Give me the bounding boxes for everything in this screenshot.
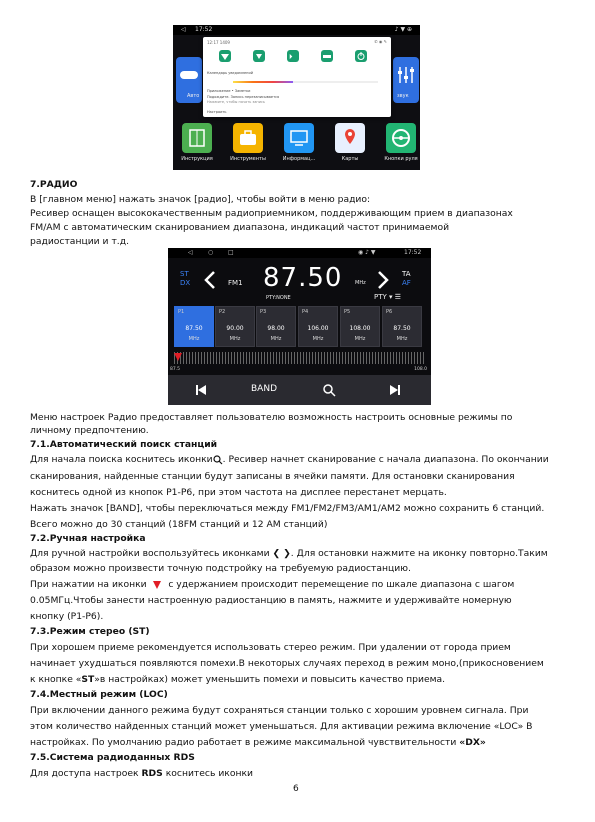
preset-unit: MHz — [396, 336, 408, 342]
manual-line-1a: Для ручной настройки воспользуйтесь иконками — [30, 548, 270, 559]
radio-screenshot — [168, 248, 431, 405]
preset-name: P4 — [302, 309, 309, 315]
pty-selector-label: PTY — [374, 293, 387, 301]
shade-app-line: Приложение • Заметки — [207, 89, 251, 93]
settings-paragraph-1: Меню настроек Радио предоставляет пользователю возможность настроить основные режимы по — [30, 412, 513, 423]
caret-down-icon: ▾ — [389, 293, 393, 301]
manual-line-3 — [30, 578, 514, 591]
power-toggle[interactable] — [355, 50, 367, 62]
preset-frequency: 108.00 — [349, 325, 371, 332]
rds-line-1c: коснитесь иконки — [162, 768, 253, 779]
auto-label: Авто — [187, 93, 200, 99]
media-toggle[interactable] — [287, 50, 299, 62]
shade-time: 12:17 1409 — [207, 40, 230, 45]
manual-line-1 — [30, 547, 548, 560]
red-needle-icon — [152, 580, 162, 590]
frequency-scale[interactable] — [174, 352, 424, 364]
steering-app-tile[interactable] — [386, 123, 416, 153]
brightness-slider[interactable] — [233, 81, 378, 83]
home-icon[interactable]: ○ — [208, 249, 214, 256]
preset-frequency: 90.00 — [226, 325, 244, 332]
autoscan-line-4: Нажать значок [BAND], чтобы переключаться между FM1/FM2/FM3/AM1/AM2 можно сохранить 6 станций. — [30, 503, 545, 514]
section-7-1-heading: 7.1.Автоматический поиск станций — [30, 439, 218, 450]
manual-line-1b: . Для остановки нажмите на иконку повторно.Таким — [290, 548, 548, 559]
settings-paragraph-2: личному предпочтению. — [30, 425, 149, 436]
preset-name: P2 — [219, 309, 226, 315]
local-line-1: При включении данного режима будут сохраняться станции только с хорошим уровнем сигнала. При — [30, 705, 529, 716]
section-7-2-heading: 7.2.Ручная настройка — [30, 533, 146, 544]
preset-unit: MHz — [229, 336, 241, 342]
preset-frequency: 87.50 — [185, 325, 203, 332]
shade-settings-link[interactable]: Настроить — [207, 110, 227, 114]
chevron-right-icon — [376, 270, 390, 290]
shade-status-icons: ✆ ◉ ✎ — [374, 39, 387, 44]
svg-text:⏵: ⏵ — [289, 53, 293, 61]
key-icon — [321, 50, 333, 62]
status-bar — [173, 25, 420, 35]
chevron-left-icon: ❮ — [269, 548, 284, 559]
preset-frequency: 106.00 — [307, 325, 329, 332]
dx-indicator[interactable]: DX — [180, 279, 191, 287]
preset-row — [174, 306, 422, 347]
ta-toggle[interactable]: TA — [402, 270, 411, 278]
manual-line-5: кнопку (P1-P6). — [30, 611, 104, 622]
pty-selector[interactable] — [374, 293, 401, 301]
shade-calendar-line: Календарь уведомлений — [207, 71, 253, 75]
preset-p1[interactable] — [174, 306, 214, 347]
book-icon — [182, 123, 212, 153]
wifi-icon — [219, 50, 231, 62]
skip-next-icon — [388, 383, 402, 397]
rds-line-1a: Для доступа настроек — [30, 768, 142, 779]
chevron-left-icon — [203, 270, 217, 290]
radio-paragraph-2: Ресивер оснащен высококачественным радиоприемником, поддерживающим прием в диапазонах — [30, 208, 513, 219]
seek-up-button[interactable] — [376, 270, 390, 290]
preset-p6[interactable] — [382, 306, 422, 347]
autoscan-line-1b: . Ресивер начнет сканирование с начала диапазона. По окончании — [222, 454, 549, 465]
preset-p3[interactable] — [256, 306, 296, 347]
stereo-indicator[interactable]: ST — [180, 270, 189, 278]
autoscan-line-1 — [30, 453, 549, 466]
preset-p4[interactable] — [298, 306, 338, 347]
local-line-3 — [30, 736, 486, 749]
maps-icon — [335, 123, 365, 153]
preset-name: P6 — [386, 309, 393, 315]
autoscan-line-3: коснитесь одной из кнопок P1-P6, при этом частота на дисплее перестанет мерцать. — [30, 487, 447, 498]
radio-paragraph-4: радиостанции и т.д. — [30, 236, 129, 247]
frequency-display: 87.50 — [263, 263, 343, 293]
manual-line-4: 0.05МГц.Чтобы занести настроенную радиостанцию в память, нажмите и удерживайте номерную — [30, 595, 512, 606]
section-7-5-heading: 7.5.Система радиоданных RDS — [30, 752, 195, 763]
control-bar — [168, 375, 431, 405]
band-button[interactable]: BAND — [251, 384, 277, 394]
maps-app-tile[interactable] — [335, 123, 365, 153]
manual-app-label: Инструкция — [181, 156, 213, 162]
stereo-line-3b: ST — [81, 674, 95, 685]
stereo-line-3a: к кнопке « — [30, 674, 82, 685]
stereo-line-1: При хорошем приеме рекомендуется использовать стерео режим. При удалении от города прием — [30, 642, 511, 653]
manual-app-tile[interactable] — [182, 123, 212, 153]
autoscan-line-5: Всего можно до 30 станций (18FM станций и 12 AM станций) — [30, 519, 328, 530]
data-icon — [253, 50, 265, 62]
list-icon: ☰ — [394, 293, 402, 301]
preset-name: P5 — [344, 309, 351, 315]
scale-min-label: 87.5 — [170, 367, 181, 372]
toolbox-icon — [233, 123, 263, 153]
preset-frequency: 87.50 — [393, 325, 411, 332]
monitor-icon — [284, 123, 314, 153]
tools-app-label: Инструменты — [230, 156, 266, 162]
seek-down-button[interactable] — [203, 270, 217, 290]
shade-hint-line: Нажмите, чтобы начать запись — [207, 100, 265, 104]
rds-line-1b: RDS — [141, 768, 163, 779]
shade-notice-line: Подождите. Запись перезаписывается — [207, 95, 280, 99]
autoscan-line-2: сканирования, найденные станции будут записаны в ячейки памяти. Для остановки сканирования — [30, 471, 515, 482]
status-bar — [168, 248, 431, 258]
status-icons: ♪ ▼ ⊕ — [394, 26, 412, 33]
page-number: 6 — [293, 784, 299, 794]
preset-unit: MHz — [188, 336, 200, 342]
manual-line-3a: При нажатии на иконки — [30, 579, 147, 590]
back-icon[interactable]: ◁ — [181, 26, 186, 33]
power-icon — [355, 50, 367, 62]
preset-p2[interactable] — [215, 306, 255, 347]
manual-line-3b: с удержанием происходит перемещение по шкале диапазона с шагом — [168, 579, 515, 590]
radio-paragraph-1: В [главном меню] нажать значок [радио], чтобы войти в меню радио: — [30, 194, 371, 205]
search-icon — [322, 383, 336, 397]
preset-name: P1 — [178, 309, 185, 315]
af-toggle[interactable]: AF — [402, 279, 411, 287]
stereo-line-3 — [30, 673, 445, 686]
status-time: 17:52 — [404, 249, 422, 256]
search-icon — [213, 455, 223, 465]
preset-name: P3 — [260, 309, 267, 315]
rds-line-1 — [30, 767, 253, 780]
maps-app-label: Карты — [341, 156, 359, 162]
section-7-4-heading: 7.4.Местный режим (LOC) — [30, 689, 168, 700]
info-app-tile[interactable] — [284, 123, 314, 153]
autoscan-line-1a: Для начала поиска коснитесь иконки — [30, 454, 213, 465]
preset-p5[interactable] — [340, 306, 380, 347]
status-time: 17:52 — [195, 26, 213, 33]
radio-paragraph-3: FM/AM с автоматическим сканированием диапазона, индикаций частот принимаемой — [30, 222, 450, 233]
media-icon — [287, 50, 299, 62]
steering-app-label: Кнопки руля — [384, 156, 418, 162]
frequency-needle[interactable] — [174, 353, 182, 361]
preset-unit: MHz — [270, 336, 282, 342]
manual-line-2: образом можно произвести точную подстройку на требуемую радиостанцию. — [30, 563, 411, 574]
scale-max-label: 108.0 — [414, 367, 427, 372]
preset-frequency: 98.00 — [267, 325, 285, 332]
preset-unit: MHz — [354, 336, 366, 342]
next-button[interactable] — [388, 383, 402, 397]
stereo-line-3c: »в настройках) может уменьшить помехи и повысить качество приема. — [94, 674, 446, 685]
tools-app-tile[interactable] — [233, 123, 263, 153]
pty-status: PTY:NONE — [266, 295, 291, 301]
home-screenshot — [173, 25, 420, 170]
steering-wheel-icon — [386, 123, 416, 153]
band-indicator: FM1 — [228, 279, 243, 287]
info-app-label: Информац... — [282, 156, 316, 162]
local-line-3a: настройках. По умолчанию радио работает в режиме максимальной чувствительности — [30, 737, 460, 748]
bluetooth-toggle[interactable] — [253, 50, 265, 62]
status-icons: ◉ ♪ ▼ — [358, 249, 376, 256]
previous-button[interactable] — [194, 383, 208, 397]
section-radio-heading: 7.РАДИО — [30, 179, 78, 190]
notification-shade — [203, 37, 391, 117]
local-line-2: этом количество найденных станций может уменьшаться. Для активации режима включение «LOC» В — [30, 721, 533, 732]
frequency-unit: MHz — [355, 280, 366, 286]
vpn-toggle[interactable] — [321, 50, 333, 62]
back-icon[interactable]: ◁ — [188, 249, 193, 256]
wifi-toggle[interactable] — [219, 50, 231, 62]
preset-unit: MHz — [312, 336, 324, 342]
stereo-line-2: начинает ухудшаться появляются помехи.В некоторых случаях переход в режим моно,(прикосновением — [30, 658, 544, 669]
section-7-3-heading: 7.3.Режим стерео (ST) — [30, 626, 150, 637]
skip-previous-icon — [194, 383, 208, 397]
recents-icon[interactable]: □ — [228, 249, 234, 256]
local-line-3b: «DX» — [459, 737, 486, 748]
sound-label: звук — [397, 93, 409, 99]
chevron-right-icon: ❯ — [283, 548, 291, 559]
search-button[interactable] — [322, 383, 336, 397]
